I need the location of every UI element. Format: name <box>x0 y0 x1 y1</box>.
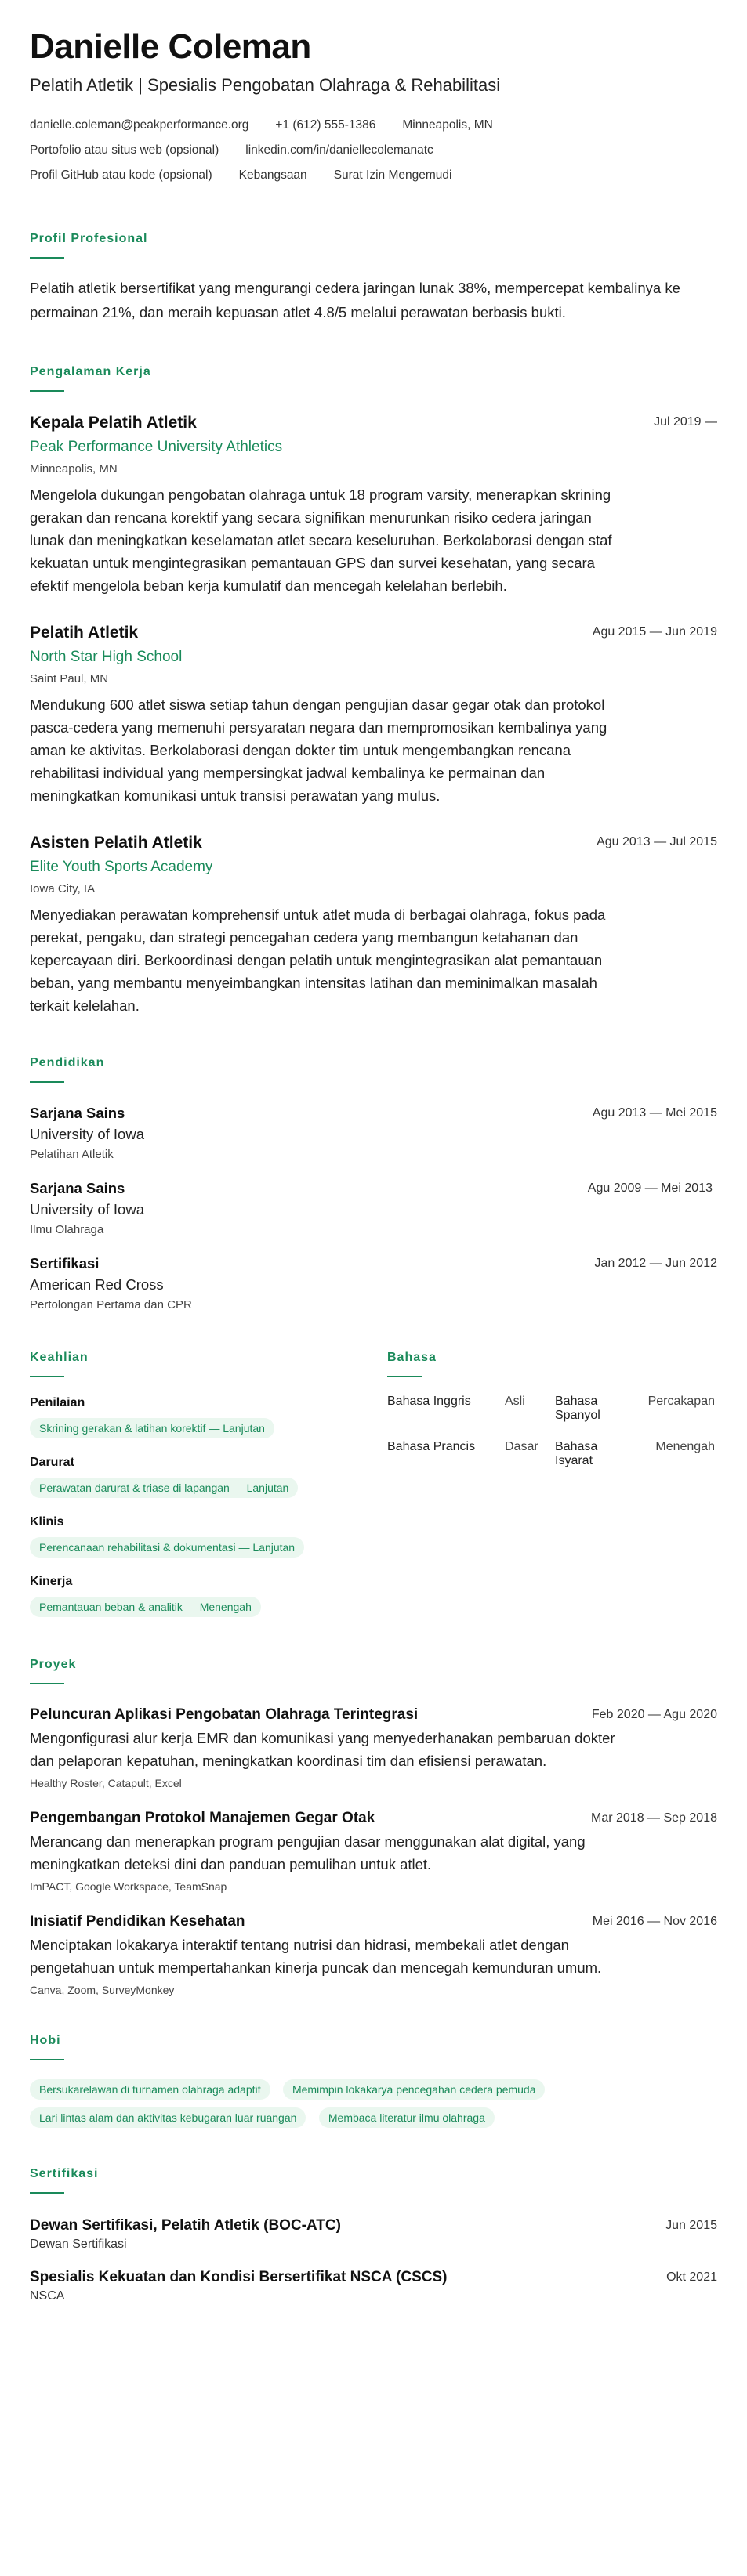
skill-group <box>30 1515 387 1558</box>
project-description: Mengonfigurasi alur kerja EMR dan komunikasi yang menyederhanakan pembaruan dokter dan pelaporan kepatuhan, meningkatkan koordinasi tim dan efisiensi perawatan. <box>30 1730 615 1770</box>
project-entry <box>30 1706 717 1789</box>
section-divider <box>30 390 64 392</box>
certification-date: Okt 2021 <box>666 2270 717 2285</box>
profile-section <box>30 232 717 324</box>
project-tools: ImPACT, Google Workspace, TeamSnap <box>30 1880 227 1894</box>
languages-grid <box>387 1395 716 1468</box>
project-description: Merancang dan menerapkan program pengujian dasar menggunakan alat digital, yang meningkatkan deteksi dini dan panduan pemulihan untuk atlet. <box>30 1833 586 1873</box>
certification-name: Dewan Sertifikasi, Pelatih Atletik (BOC-ATC) <box>30 2217 341 2234</box>
language-level: Menengah <box>655 1440 715 1454</box>
education-field: Pertolongan Pertama dan CPR <box>30 1298 192 1312</box>
project-date: Mei 2016 — Nov 2016 <box>592 1915 717 1929</box>
education-section <box>30 1056 717 1312</box>
section-heading: Proyek <box>30 1658 77 1672</box>
section-divider <box>387 1376 422 1377</box>
section-divider <box>30 257 64 259</box>
contact-info <box>30 113 610 188</box>
job-organization: Elite Youth Sports Academy <box>30 859 213 876</box>
education-entry <box>30 1255 717 1312</box>
project-name: Peluncuran Aplikasi Pengobatan Olahraga Terintegrasi <box>30 1706 419 1724</box>
contact-nationality: Kebangsaan <box>238 168 307 183</box>
job-title: Pelatih Atletik <box>30 624 139 642</box>
skill-tag: Skrining gerakan & latihan korektif — Lanjutan <box>30 1418 274 1438</box>
skills-section <box>30 1351 387 1617</box>
hobby-tag: Lari lintas alam dan aktivitas kebugaran luar ruangan <box>30 2107 306 2128</box>
job-description: Menyediakan perawatan komprehensif untuk atlet muda di berbagai olahraga, fokus pada perekat, pengaku, dan strategi pencegahan cedera yang membangun ketahanan dan kepercayaan diri. Berkoordinasi dengan pelatih untuk mengintegrasikan alat pemantauan beban, yang membantu menyeimbangkan intensitas latihan dan meminimalkan masalah terkait kelelahan. <box>30 906 606 1015</box>
job-organization: North Star High School <box>30 649 183 666</box>
language-level: Percakapan <box>647 1395 715 1409</box>
section-heading: Pengalaman Kerja <box>30 365 151 379</box>
job-title: Asisten Pelatih Atletik <box>30 834 202 852</box>
project-name: Inisiatif Pendidikan Kesehatan <box>30 1913 245 1930</box>
language-name: Bahasa Isyarat <box>555 1440 598 1468</box>
job-location: Minneapolis, MN <box>30 462 118 476</box>
certification-issuer: Dewan Sertifikasi <box>30 2238 127 2252</box>
job-date: Jul 2019 — <box>654 415 717 429</box>
job-description: Mendukung 600 atlet siswa setiap tahun dengan pengujian dasar gegar otak dan protokol pasca-cedera yang memenuhi persyaratan negara dan mempromosikan kembalinya yang aman ke aktivitas. Berkolaborasi dengan dokter tim untuk mengembangkan rencana rehabilitasi individual yang mempersingkat jadwal kembalinya ke permainan dan meningkatkan komunikasi untuk transisi perawatan yang mulus. <box>30 696 607 805</box>
section-heading: Hobi <box>30 2034 61 2048</box>
candidate-name: Danielle Coleman <box>30 27 311 66</box>
skill-category: Darurat <box>30 1456 74 1470</box>
section-heading: Keahlian <box>30 1351 89 1365</box>
education-date: Agu 2013 — Mei 2015 <box>592 1106 717 1120</box>
job-title: Kepala Pelatih Atletik <box>30 414 197 432</box>
section-heading: Sertifikasi <box>30 2167 99 2181</box>
section-heading: Pendidikan <box>30 1056 105 1070</box>
project-name: Pengembangan Protokol Manajemen Gegar Otak <box>30 1810 375 1827</box>
certification-entry <box>30 2269 717 2303</box>
education-date: Agu 2009 — Mei 2013 <box>587 1181 713 1196</box>
experience-section <box>30 365 717 1017</box>
job-entry <box>30 834 717 1017</box>
contact-linkedin[interactable]: linkedin.com/in/daniellecolemanatc <box>245 143 433 157</box>
certification-name: Spesialis Kekuatan dan Kondisi Bersertifikat NSCA (CSCS) <box>30 2269 448 2286</box>
skill-category: Penilaian <box>30 1396 85 1410</box>
skill-category: Klinis <box>30 1515 64 1529</box>
skill-category: Kinerja <box>30 1575 73 1589</box>
skill-tag: Pemantauan beban & analitik — Menengah <box>30 1597 261 1617</box>
contact-github[interactable]: Profil GitHub atau kode (opsional) <box>30 168 212 183</box>
section-heading: Bahasa <box>387 1351 437 1365</box>
skill-group <box>30 1396 387 1438</box>
education-school: American Red Cross <box>30 1276 164 1293</box>
job-location: Saint Paul, MN <box>30 672 109 686</box>
projects-section <box>30 1658 717 1996</box>
section-heading: Profil Profesional <box>30 232 148 246</box>
skill-tag: Perencanaan rehabilitasi & dokumentasi — Lanjutan <box>30 1537 304 1558</box>
languages-section <box>387 1351 716 1617</box>
hobby-tags <box>30 2071 626 2128</box>
contact-driving-license: Surat Izin Mengemudi <box>333 168 452 183</box>
education-entry <box>30 1180 717 1236</box>
job-entry <box>30 624 717 807</box>
job-organization: Peak Performance University Athletics <box>30 439 283 456</box>
skill-group <box>30 1456 387 1498</box>
profile-summary: Pelatih atletik bersertifikat yang mengurangi cedera jaringan lunak 38%, mempercepat kembalinya ke permainan 21%, dan meraih kepuasan atlet 4.8/5 melalui perawatan berbasis bukti. <box>30 280 680 321</box>
job-location: Iowa City, IA <box>30 882 96 896</box>
section-divider <box>30 1376 64 1377</box>
section-divider <box>30 1081 64 1083</box>
hobby-tag: Memimpin lokakarya pencegahan cedera pemuda <box>283 2079 546 2100</box>
project-date: Feb 2020 — Agu 2020 <box>591 1708 717 1722</box>
skill-tag: Perawatan darurat & triase di lapangan — Lanjutan <box>30 1478 298 1498</box>
education-degree: Sarjana Sains <box>30 1105 125 1122</box>
language-level: Asli <box>505 1395 525 1409</box>
contact-portfolio[interactable]: Portofolio atau situs web (opsional) <box>30 143 219 157</box>
project-tools: Canva, Zoom, SurveyMonkey <box>30 1984 175 1997</box>
language-name: Bahasa Spanyol <box>555 1395 600 1423</box>
job-entry <box>30 414 717 597</box>
project-description: Menciptakan lokakarya interaktif tentang nutrisi dan hidrasi, membekali atlet dengan pengetahuan untuk mempertahankan kinerja puncak dan mencegah kemunduran umum. <box>30 1937 602 1977</box>
education-degree: Sertifikasi <box>30 1255 100 1272</box>
certifications-section <box>30 2167 717 2303</box>
skills-languages-row <box>30 1351 717 1617</box>
language-name: Bahasa Inggris <box>387 1395 471 1409</box>
section-divider <box>30 2192 64 2194</box>
certification-entry <box>30 2217 717 2252</box>
education-degree: Sarjana Sains <box>30 1180 125 1197</box>
contact-phone[interactable]: +1 (612) 555-1386 <box>275 118 376 132</box>
job-date: Agu 2013 — Jul 2015 <box>597 835 717 849</box>
education-school: University of Iowa <box>30 1126 144 1143</box>
certification-issuer: NSCA <box>30 2289 65 2303</box>
education-school: University of Iowa <box>30 1201 144 1218</box>
certification-date: Jun 2015 <box>665 2219 717 2233</box>
project-entry <box>30 1913 717 1996</box>
job-description: Mengelola dukungan pengobatan olahraga untuk 18 program varsity, menerapkan skrining gerakan dan rencana korektif yang secara signifikan menurunkan risiko cedera jaringan lunak dan meningkatkan keselamatan atlet secara keseluruhan. Berkolaborasi dengan staf kekuatan untuk mengintegrasikan pemantauan GPS dan survei kesehatan, yang secara efektif mengelola beban kerja kumulatif dan mencegah kelelahan berlebih. <box>30 487 612 595</box>
project-tools: Healthy Roster, Catapult, Excel <box>30 1777 182 1790</box>
candidate-title: Pelatih Atletik | Spesialis Pengobatan Olahraga & Rehabilitasi <box>30 75 501 96</box>
project-date: Mar 2018 — Sep 2018 <box>591 1811 717 1825</box>
section-divider <box>30 2059 64 2060</box>
language-level: Dasar <box>505 1440 538 1454</box>
contact-email[interactable]: danielle.coleman@peakperformance.org <box>30 118 249 132</box>
education-date: Jan 2012 — Jun 2012 <box>594 1257 717 1271</box>
education-entry <box>30 1105 717 1161</box>
education-field: Pelatihan Atletik <box>30 1148 114 1162</box>
contact-location: Minneapolis, MN <box>402 118 493 132</box>
section-divider <box>30 1683 64 1684</box>
education-field: Ilmu Olahraga <box>30 1223 104 1237</box>
language-name: Bahasa Prancis <box>387 1440 476 1454</box>
skill-group <box>30 1575 387 1617</box>
hobbies-section <box>30 2034 717 2128</box>
job-date: Agu 2015 — Jun 2019 <box>592 625 717 639</box>
hobby-tag: Membaca literatur ilmu olahraga <box>319 2107 495 2128</box>
hobby-tag: Bersukarelawan di turnamen olahraga adaptif <box>30 2079 270 2100</box>
project-entry <box>30 1810 717 1893</box>
